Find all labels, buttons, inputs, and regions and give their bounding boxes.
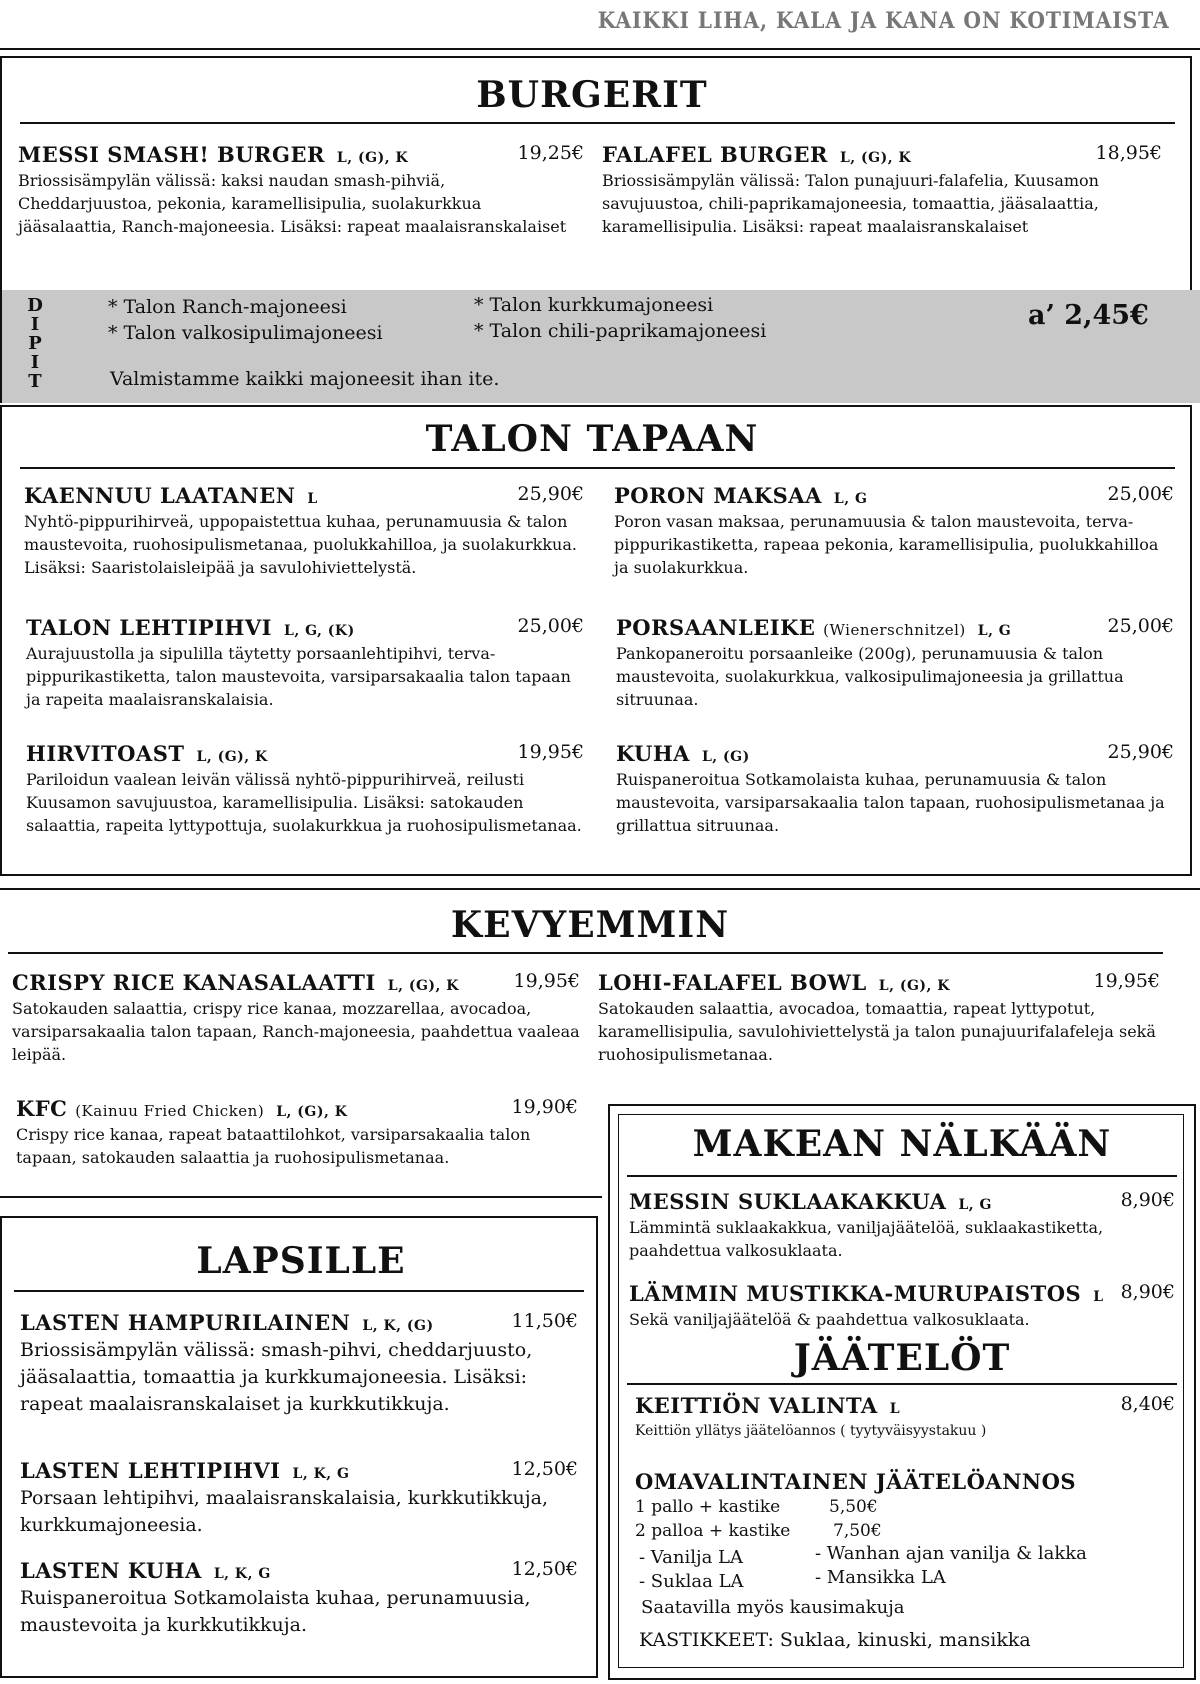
item-tags: L [889,1401,901,1417]
item-subtitle: (Wienerschnitzel) [823,621,966,639]
title-rule [20,467,1175,469]
section-title-burgerit: BURGERIT [476,74,708,116]
item-price: 12,50€ [511,1458,578,1480]
item-name: MESSIN SUKLAAKAKKUA [629,1189,947,1214]
item-description: Satokauden salaattia, avocadoa, tomaattia, rapeat lyttypotut, karamellisipulia, savulohiviettelystä ja talon punajuurifalafeleja sekä ruohosipulismetanaa. [598,999,1156,1064]
item-description: Pankopaneroitu porsaanleike (200g), perunamuusia & talon maustevoita, suolakurkkua, valkosipulimajoneesia ja grillattua sitruunaa. [616,644,1124,709]
menu-item [16,1096,578,1169]
dipit-letter: T [28,371,42,392]
title-rule [8,952,1163,954]
flavor-item: - Mansikka LA [815,1567,946,1588]
origin-banner: KAIKKI LIHA, KALA JA KANA ON KOTIMAISTA [598,8,1170,34]
title-rule [14,1290,584,1292]
item-tags: L [307,491,318,507]
item-price: 11,50€ [511,1310,578,1332]
menu-item [629,1189,1175,1262]
item-tags: L [1093,1289,1104,1305]
item-name: LASTEN KUHA [20,1558,202,1583]
item-tags: L, G, (K) [283,623,355,639]
item-name: LOHI-FALAFEL BOWL [598,970,867,995]
dipit-label [22,296,48,391]
item-name: LASTEN HAMPURILAINEN [20,1310,351,1335]
section-title-lapsille: LAPSILLE [196,1240,406,1282]
item-name: KEITTIÖN VALINTA [635,1393,878,1418]
item-price: 19,25€ [517,142,584,164]
burgerit-section [0,56,1192,290]
makean-section [608,1104,1196,1680]
item-description: Briossisämpylän välissä: smash-pihvi, cheddarjuusto, jääsalaattia, tomaattia ja kurkkumajoneesia. Lisäksi: rapeat maalaisranskalaiset ja kurkkutikkuja. [20,1339,533,1415]
dipit-note: Valmistamme kaikki majoneesit ihan ite. [110,368,500,390]
item-name: HIRVITOAST [26,741,185,766]
item-name: TALON LEHTIPIHVI [26,615,272,640]
item-description: Lämmintä suklaakakkua, vaniljajäätelöä, suklaakastiketta, paahdettua valkosuklaata. [629,1218,1104,1260]
dip-item: * Talon Ranch-majoneesi [108,296,347,318]
menu-item [18,142,584,238]
item-name: MESSI SMASH! BURGER [18,142,325,167]
item-name: PORSAANLEIKE [616,615,816,640]
item-description: Porsaan lehtipihvi, maalaisranskalaisia, kurkkutikkuja, kurkkumajoneesia. [20,1487,549,1536]
item-name: KAENNUU LAATANEN [24,483,296,508]
item-price: 25,00€ [517,615,584,637]
item-price: 8,90€ [1120,1189,1175,1211]
item-description: Briossisämpylän välissä: kaksi naudan smash-pihviä, Cheddarjuustoa, pekonia, karamellisipulia, suolakurkkua jääsalaattia, Ranch-majoneesia. Lisäksi: rapeat maalaisranskalaiset [18,171,567,236]
lapsille-section [0,1216,598,1678]
menu-item [616,615,1174,711]
item-description: Ruispaneroitua Sotkamolaista kuhaa, perunamuusia & talon maustevoita, varsiparsakaalia talon tapaan, ruohosipulismetanaa ja grillattua sitruunaa. [616,770,1165,835]
ice-option-price: 5,50€ [829,1497,878,1517]
item-description: Aurajuustolla ja sipulilla täytetty porsaanlehtipihvi, terva-pippurikastiketta, talon maustevoita, varsiparsakaalia talon tapaan ja rapeita maalaisranskalaisia. [26,644,571,709]
item-tags: L, (G) [701,749,750,765]
item-price: 19,95€ [517,741,584,763]
sauces-line: KASTIKKEET: Suklaa, kinuski, mansikka [639,1629,1031,1651]
flavor-item: - Suklaa LA [639,1571,744,1592]
item-tags: L, (G), K [387,978,459,994]
top-divider [0,48,1200,50]
item-price: 25,00€ [1107,483,1174,505]
menu-item [616,741,1174,837]
item-price: 12,50€ [511,1558,578,1580]
item-description: Keittiön yllätys jäätelöannos ( tyytyväisyystakuu ) [635,1423,987,1439]
dipit-letter: I [30,314,40,335]
ice-option-price: 7,50€ [833,1521,882,1541]
dip-item: * Talon valkosipulimajoneesi [108,322,383,344]
item-description: Crispy rice kanaa, rapeat bataattilohkot, varsiparsakaalia talon tapaan, satokauden salaattia ja ruohosipulismetanaa. [16,1125,531,1167]
menu-item [20,1310,578,1418]
item-name: LASTEN LEHTIPIHVI [20,1458,281,1483]
item-subtitle: (Kainuu Fried Chicken) [75,1102,265,1120]
menu-item [24,483,584,579]
dip-item: * Talon chili-paprikamajoneesi [474,320,767,342]
ice-option: 2 palloa + kastike [635,1521,791,1541]
item-price: 19,95€ [1093,970,1160,992]
item-price: 8,40€ [1120,1393,1175,1415]
item-price: 18,95€ [1095,142,1162,164]
menu-item [629,1281,1175,1331]
item-tags: L, (G), K [196,749,268,765]
dip-item: * Talon kurkkumajoneesi [474,294,714,316]
item-price: 19,90€ [511,1096,578,1118]
seasonal-note: Saatavilla myös kausimakuja [641,1597,905,1618]
menu-item [26,615,584,711]
item-price: 25,90€ [517,483,584,505]
section-title-kevyemmin: KEVYEMMIN [450,904,730,946]
makean-inner-frame [618,1114,1184,1668]
oma-annos-title: OMAVALINTAINEN JÄÄTELÖANNOS [635,1469,1077,1494]
item-tags: L, G [958,1197,993,1213]
kevyemmin-bottom-border [0,1196,602,1198]
item-description: Briossisämpylän välissä: Talon punajuuri-falafelia, Kuusamon savujuustoa, chili-paprikamajoneesia, tomaattia, jääsalaattia, karamellisipulia. Lisäksi: rapeat maalaisranskalaiset [602,171,1099,236]
title-rule [627,1383,1177,1385]
menu-item [598,970,1160,1066]
item-name: FALAFEL BURGER [602,142,828,167]
menu-item [614,483,1174,579]
dipit-letter: P [28,333,42,354]
title-rule [20,122,1175,124]
item-price: 8,90€ [1120,1281,1175,1303]
item-tags: L, G [833,491,868,507]
item-description: Ruispaneroitua Sotkamolaista kuhaa, perunamuusia, maustevoita ja kurkkutikkuja. [20,1587,531,1636]
title-rule [627,1175,1177,1177]
item-price: 25,90€ [1107,741,1174,763]
item-tags: L, G [977,623,1012,639]
item-tags: L, K, G [292,1466,350,1482]
item-description: Pariloidun vaalean leivän välissä nyhtö-pippurihirveä, reilusti Kuusamon savujuustoa, karamellisipulia. Lisäksi: satokauden salaattia, rapeita lyttypottuja, suolakurkkua ja ruohosipulismetanaa. [26,770,582,835]
dipit-letter: I [30,352,40,373]
item-name: LÄMMIN MUSTIKKA-MURUPAISTOS [629,1281,1082,1306]
item-description: Sekä vaniljajäätelöä & paahdettua valkosuklaata. [629,1310,1030,1329]
item-tags: L, K, (G) [362,1318,434,1334]
flavor-item: - Vanilja LA [639,1547,743,1568]
item-tags: L, (G), K [276,1104,348,1120]
section-title-talon-tapaan: TALON TAPAAN [425,418,759,460]
item-price: 25,00€ [1107,615,1174,637]
menu-item [20,1558,578,1639]
item-tags: L, (G), K [336,150,409,166]
section-title-jaatelot: JÄÄTELÖT [793,1337,1011,1379]
dipit-price: a’ 2,45€ [1028,300,1149,331]
item-description: Nyhtö-pippurihirveä, uppopaistettua kuhaa, perunamuusia & talon maustevoita, ruohosipulismetanaa, puolukkahilloa, ja suolakurkkua. Lisäksi: Saaristolaisleipää ja savulohiviettelystä. [24,512,577,577]
section-title-makean: MAKEAN NÄLKÄÄN [692,1123,1112,1165]
item-description: Satokauden salaattia, crispy rice kanaa, mozzarellaa, avocadoa, varsiparsakaalia talon tapaan, Ranch-majoneesia, paahdettua vaaleaa leipää. [12,999,580,1064]
item-name: KFC [16,1096,68,1121]
item-tags: L, (G), K [878,978,950,994]
menu-item [26,741,584,837]
item-name: KUHA [616,741,690,766]
item-name: PORON MAKSAA [614,483,822,508]
talon-tapaan-section [0,405,1192,876]
menu-item [635,1393,1175,1443]
item-tags: L, (G), K [839,150,912,166]
item-description: Poron vasan maksaa, perunamuusia & talon maustevoita, terva-pippurikastiketta, rapeaa pekonia, karamellisipulia, puolukkahilloa ja suolakurkkua. [614,512,1159,577]
item-name: CRISPY RICE KANASALAATTI [12,970,376,995]
item-price: 19,95€ [513,970,580,992]
menu-item [12,970,580,1066]
item-tags: L, K, G [213,1566,271,1582]
menu-item [20,1458,578,1539]
dipit-letter: D [27,295,43,316]
flavor-item: - Wanhan ajan vanilja & lakka [815,1543,1087,1564]
ice-option: 1 pallo + kastike [635,1497,781,1517]
menu-item [602,142,1162,238]
